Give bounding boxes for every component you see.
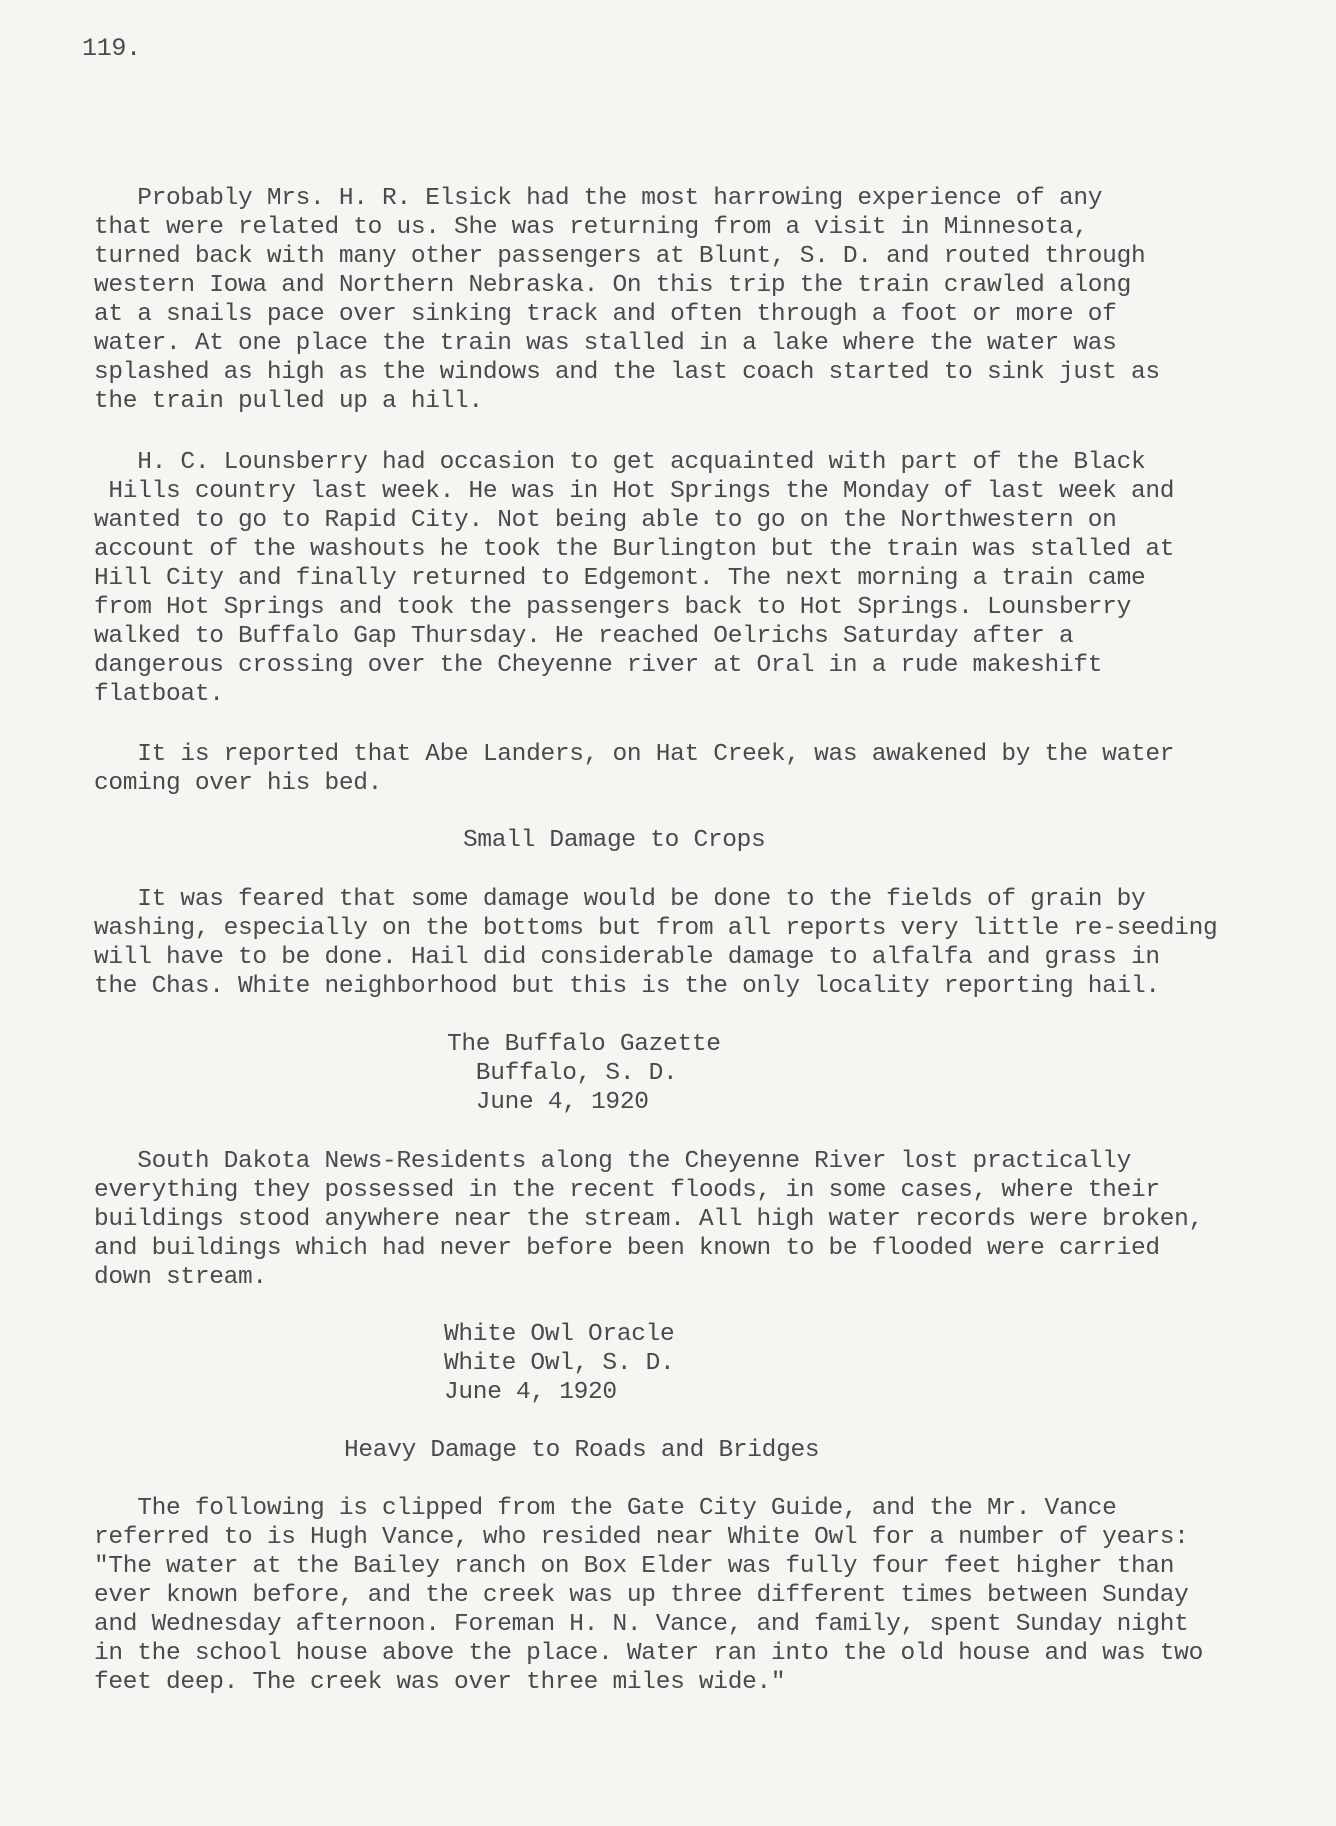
page-number: 119. xyxy=(82,34,141,63)
text-line: everything they possessed in the recent floods, in some cases, where their xyxy=(94,1177,1160,1204)
text-line: It was feared that some damage would be done to the fields of grain by xyxy=(94,886,1146,913)
section-heading-heavy-damage: Heavy Damage to Roads and Bridges xyxy=(344,1437,820,1464)
paragraph-lounsberry xyxy=(94,448,1254,709)
section-heading-small-damage: Small Damage to Crops xyxy=(463,827,766,854)
text-line: June 4, 1920 xyxy=(444,1379,617,1406)
text-line: the train pulled up a hill. xyxy=(94,388,483,415)
text-line: and Wednesday afternoon. Foreman H. N. Vance, and family, spent Sunday night xyxy=(94,1611,1189,1638)
text-line: "The water at the Bailey ranch on Box Elder was fully four feet higher than xyxy=(94,1553,1175,1580)
text-line: turned back with many other passengers at Blunt, S. D. and routed through xyxy=(94,243,1146,270)
text-line: the Chas. White neighborhood but this is the only locality reporting hail. xyxy=(94,973,1160,1000)
text-line: washing, especially on the bottoms but from all reports very little re-seeding xyxy=(94,915,1218,942)
text-line: ever known before, and the creek was up three different times between Sunday xyxy=(94,1582,1189,1609)
paragraph-landers xyxy=(94,740,1254,798)
text-line: down stream. xyxy=(94,1264,267,1291)
text-line: account of the washouts he took the Burlington but the train was stalled at xyxy=(94,536,1175,563)
paragraph-south-dakota-news xyxy=(94,1147,1254,1292)
text-line: from Hot Springs and took the passengers back to Hot Springs. Lounsberry xyxy=(94,594,1131,621)
text-line: walked to Buffalo Gap Thursday. He reached Oelrichs Saturday after a xyxy=(94,623,1074,650)
source-citation-white-owl-oracle xyxy=(444,1320,674,1407)
text-line: White Owl, S. D. xyxy=(444,1350,675,1377)
text-line: dangerous crossing over the Cheyenne river at Oral in a rude makeshift xyxy=(94,652,1103,679)
text-line: Hill City and finally returned to Edgemont. The next morning a train came xyxy=(94,565,1146,592)
text-line: will have to be done. Hail did considerable damage to alfalfa and grass in xyxy=(94,944,1160,971)
text-line: in the school house above the place. Water ran into the old house and was two xyxy=(94,1640,1203,1667)
text-line: western Iowa and Northern Nebraska. On this trip the train crawled along xyxy=(94,272,1131,299)
text-line: buildings stood anywhere near the stream. All high water records were broken, xyxy=(94,1206,1203,1233)
text-line: at a snails pace over sinking track and often through a foot or more of xyxy=(94,301,1117,328)
paragraph-elsick xyxy=(94,184,1254,416)
text-line: Probably Mrs. H. R. Elsick had the most harrowing experience of any xyxy=(94,185,1103,212)
text-line: It is reported that Abe Landers, on Hat Creek, was awakened by the water xyxy=(94,741,1175,768)
text-line: water. At one place the train was stalled in a lake where the water was xyxy=(94,330,1117,357)
paragraph-crops xyxy=(94,885,1254,1001)
text-line: The Buffalo Gazette xyxy=(447,1031,721,1058)
text-line: White Owl Oracle xyxy=(444,1321,675,1348)
text-line: splashed as high as the windows and the last coach started to sink just as xyxy=(94,359,1160,386)
text-line: South Dakota News-Residents along the Cheyenne River lost practically xyxy=(94,1148,1131,1175)
text-line: June 4, 1920 xyxy=(447,1089,649,1116)
text-line: that were related to us. She was returning from a visit in Minnesota, xyxy=(94,214,1088,241)
text-line: coming over his bed. xyxy=(94,770,383,797)
text-line: Hills country last week. He was in Hot Springs the Monday of last week and xyxy=(94,478,1175,505)
text-line: flatboat. xyxy=(94,681,224,708)
text-line: The following is clipped from the Gate City Guide, and the Mr. Vance xyxy=(94,1495,1117,1522)
paragraph-gate-city-guide xyxy=(94,1494,1254,1697)
text-line: feet deep. The creek was over three miles wide." xyxy=(94,1669,786,1696)
text-line: Buffalo, S. D. xyxy=(447,1060,678,1087)
text-line: wanted to go to Rapid City. Not being able to go on the Northwestern on xyxy=(94,507,1117,534)
text-line: and buildings which had never before been known to be flooded were carried xyxy=(94,1235,1160,1262)
text-line: referred to is Hugh Vance, who resided near White Owl for a number of years: xyxy=(94,1524,1189,1551)
text-line: H. C. Lounsberry had occasion to get acquainted with part of the Black xyxy=(94,449,1146,476)
source-citation-buffalo-gazette xyxy=(447,1030,721,1117)
